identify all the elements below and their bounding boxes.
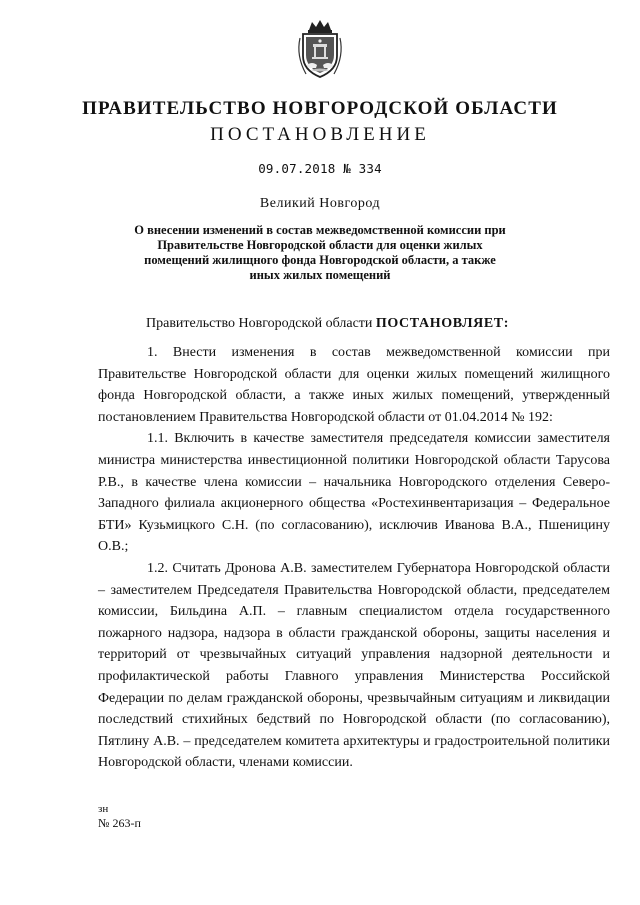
coat-of-arms-icon	[294, 18, 346, 80]
document-type: ПОСТАНОВЛЕНИЕ	[210, 124, 430, 145]
registration-number: № 263-п	[98, 816, 141, 830]
preamble-keyword: ПОСТАНОВЛЯЕТ:	[375, 316, 509, 331]
document-footer	[98, 802, 141, 830]
document-subject: О внесении изменений в состав межведомственной комиссии при Правительстве Новгородской области для оценки жилых помещений жилищного фонда Новгородской области, а также иных жилых помещений	[134, 223, 506, 282]
preamble-text: Правительство Новгородской области	[146, 316, 373, 331]
paragraph-1: 1. Внести изменения в состав межведомственной комиссии при Правительстве Новгородской области для оценки жилых помещений жилищного фонда Новгородской области, а также иных жилых помещений, утвержденный постановлением Правительства Новгородской области от 01.04.2014 № 192:	[98, 345, 610, 425]
city: Великий Новгород	[259, 196, 381, 211]
date-and-number: 09.07.2018 № 334	[258, 161, 382, 176]
paragraph-1-2: 1.2. Считать Дронова А.В. заместителем Губернатора Новгородской области – заместителем Председателя Правительства Новгородской области, председателем комиссии, Бильдина А.П. – главным специалистом отдела государственного пожарного надзора, надзора в области гражданской обороны, защиты населения и территорий от чрезвычайных ситуаций управления надзорной деятельности и профилактической работы Главного управления Министерства Российской Федерации по делам гражданской обороны, чрезвычайным ситуациям и ликвидации последствий стихийных бедствий по Новгородской области (по согласованию), Пятлину А.В. – председателем комитета архитектуры и градостроительной политики Новгородской области, членами комиссии.	[98, 560, 610, 771]
document-body	[98, 342, 610, 774]
paragraph-1-1: 1.1. Включить в качестве заместителя председателя комиссии заместителя министра министерства инвестиционной политики Новгородской области Тарусова Р.В., в качестве члена комиссии – начальника Новгородского отделения Северо-Западного филиала акционерного общества «Ростехинвентаризация – Федеральное БТИ» Кузьмицкого С.Н. (по согласованию), исключив Иванова В.А., Пшеницину О.В.;	[98, 431, 610, 555]
government-title: ПРАВИТЕЛЬСТВО НОВГОРОДСКОЙ ОБЛАСТИ	[82, 98, 558, 119]
executor-initials: зн	[98, 803, 109, 815]
preamble	[146, 316, 509, 332]
